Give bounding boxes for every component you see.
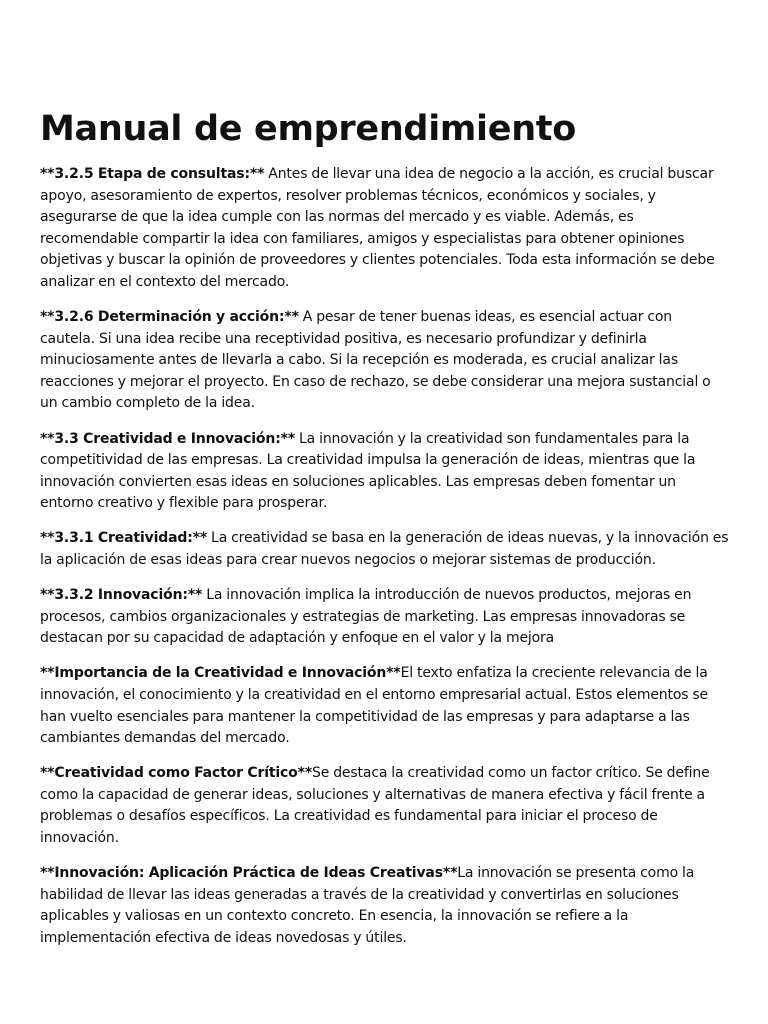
paragraph-factor-critico [40, 763, 730, 849]
paragraph-3-2-6 [40, 307, 730, 415]
paragraph-3-3 [40, 429, 730, 515]
paragraph-heading: **3.2.6 Determinación y acción:** [40, 309, 299, 326]
document-title: Manual de emprendimiento [40, 109, 576, 149]
paragraph-text: Antes de llevar una idea de negocio a la acción, es crucial buscar apoyo, asesoramiento de expertos, resolver problemas técnicos, económicos y sociales, y asegurarse de que la idea cumple con las normas del mercado y es viable. Además, es recomendable compartir la idea con familiares, amigos y especialistas para obtener opiniones objetivas y buscar la opinión de proveedores y clientes potenciales. Toda esta información se debe analizar en el contexto del mercado. [40, 166, 715, 290]
paragraph-text: Se destaca la creatividad como un factor crítico. Se define como la capacidad de generar ideas, soluciones y alternativas de manera efectiva y fácil frente a problemas o desafíos específicos. La creatividad es fundamental para iniciar el proceso de innovación. [40, 765, 710, 847]
paragraph-heading: **3.3 Creatividad e Innovación:** [40, 430, 295, 447]
paragraph-heading: **3.2.5 Etapa de consultas:** [40, 166, 265, 182]
paragraph-text: La innovación implica la introducción de nuevos productos, mejoras en procesos, cambios organizacionales y estrategias de marketing. Las empresas innovadoras se destacan por su capacidad de adaptación y enfoque en el valor y la mejora [40, 587, 692, 647]
paragraph-text: El texto enfatiza la creciente relevancia de la innovación, el conocimiento y la creatividad en el entorno empresarial actual. Estos elementos se han vuelto esenciales para mantener la competitividad de las empresas y para adaptarse a las cambiantes demandas del mercado. [40, 665, 709, 747]
paragraph-text: La innovación se presenta como la habilidad de llevar las ideas generadas a través de la creatividad y convertirlas en soluciones aplicables y valiosas en un contexto concreto. En esencia, la innovación se refiere a la implementación efectiva de ideas novedosas y útiles. [40, 865, 695, 946]
paragraph-heading: **Creatividad como Factor Crítico** [40, 765, 312, 782]
paragraph-aplicacion-practica [40, 863, 730, 949]
paragraph-heading: **3.3.2 Innovación:** [40, 587, 203, 604]
paragraph-text: A pesar de tener buenas ideas, es esencial actuar con cautela. Si una idea recibe una receptividad positiva, es necesario profundizar y definirla minuciosamente antes de llevarla a cabo. Si la recepción es moderada, es crucial analizar las reacciones y mejorar el proyecto. En caso de rechazo, se debe considerar una mejora sustancial o un cambio completo de la idea. [40, 309, 711, 412]
paragraph-text: La innovación y la creatividad son fundamentales para la competitividad de las empresas. La creatividad impulsa la generación de ideas, mientras que la innovación convierten esas ideas en soluciones aplicables. Las empresas deben fomentar un entorno creativo y flexible para prosperar. [40, 430, 696, 512]
paragraph-heading: **Innovación: Aplicación Práctica de Ideas Creativas** [40, 865, 458, 882]
paragraph-importancia [40, 663, 730, 749]
paragraph-text: La creatividad se basa en la generación de ideas nuevas, y la innovación es la aplicación de esas ideas para crear nuevos negocios o mejorar sistemas de producción. [40, 530, 729, 568]
paragraph-heading: **3.3.1 Creatividad:** [40, 530, 208, 547]
paragraph-3-3-1 [40, 528, 730, 571]
paragraph-3-2-5 [40, 164, 730, 294]
paragraph-heading: **Importancia de la Creatividad e Innovación** [40, 665, 401, 682]
document-page [40, 106, 730, 963]
paragraph-3-3-2 [40, 585, 730, 650]
